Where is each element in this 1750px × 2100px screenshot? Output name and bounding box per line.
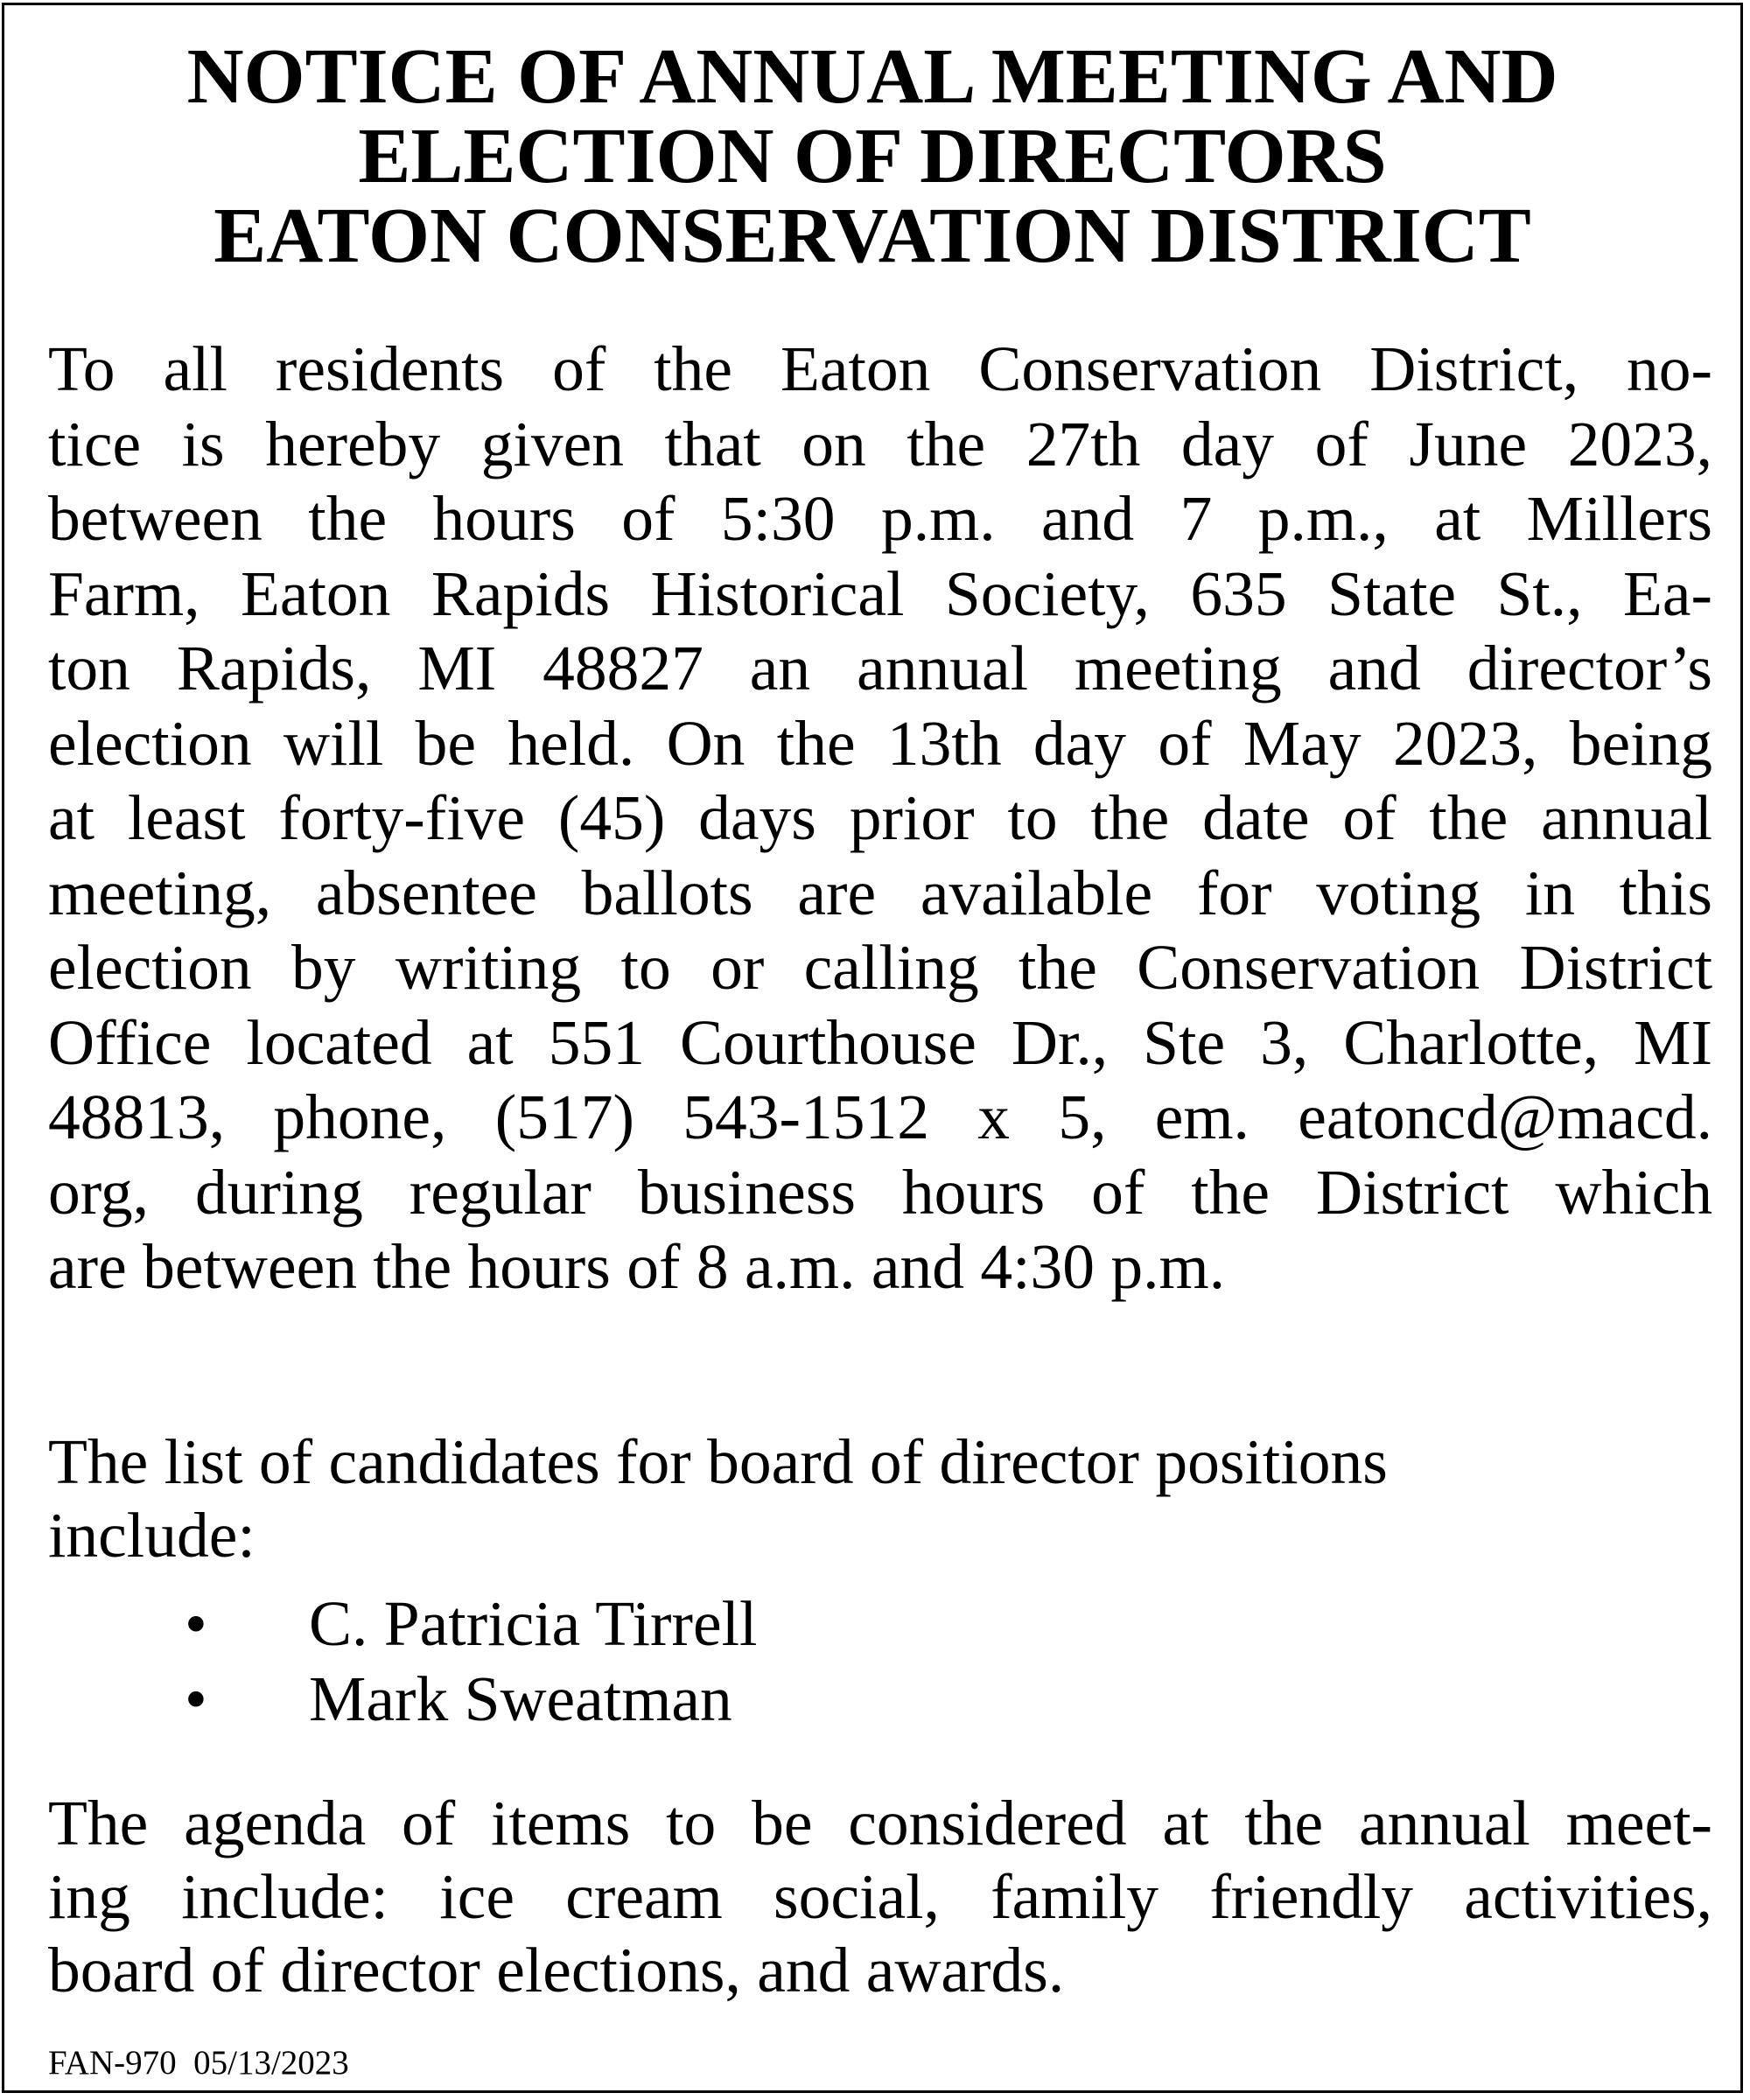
paragraph-line: board of director elections, and awards.	[48, 1935, 1065, 2006]
paragraph-line: between the hours of 5:30 p.m. and 7 p.m., at Millers	[48, 483, 1712, 554]
paragraph-line: are between the hours of 8 a.m. and 4:30 p.m.	[48, 1231, 1226, 1302]
list-item	[4, 1586, 1746, 1662]
title-line-3: EATON CONSERVATION DISTRICT	[214, 192, 1531, 279]
candidates-intro-paragraph	[48, 1425, 1712, 1572]
meeting-details-paragraph	[48, 332, 1712, 1305]
paragraph-line: ing include: ice cream social, family friendly activities,	[48, 1861, 1712, 1932]
candidate-list	[4, 1586, 1746, 1737]
candidate-name: C. Patricia Tirrell	[309, 1588, 758, 1659]
paragraph-line: The list of candidates for board of director positions	[48, 1426, 1388, 1497]
paragraph-line: tice is hereby given that on the 27th day of June 2023,	[48, 408, 1712, 480]
paragraph-line: election will be held. On the 13th day of May 2023, being	[48, 707, 1712, 779]
paragraph-line: meeting, absentee ballots are available for voting in this	[48, 857, 1712, 928]
paragraph-line: at least forty-five (45) days prior to the date of the annual	[48, 782, 1712, 853]
candidate-name: Mark Sweatman	[309, 1663, 732, 1734]
paragraph-line: election by writing to or calling the Conservation District	[48, 932, 1712, 1003]
paragraph-line: org, during regular business hours of the District which	[48, 1156, 1712, 1228]
paragraph-line: Office located at 551 Courthouse Dr., Ste 3, Charlotte, MI	[48, 1006, 1712, 1078]
paragraph-line: The agenda of items to be considered at the annual meet-	[48, 1788, 1712, 1858]
bullet-icon: •	[185, 1663, 207, 1734]
publication-reference: FAN-970 05/13/2023	[48, 2044, 349, 2082]
paragraph-line: 48813, phone, (517) 543-1512 x 5, em. eatoncd@macd.	[48, 1082, 1712, 1152]
agenda-paragraph	[48, 1787, 1712, 2007]
notice-frame	[2, 3, 1743, 2093]
paragraph-line: To all residents of the Eaton Conservation District, no-	[48, 333, 1712, 404]
paragraph-line: ton Rapids, MI 48827 an annual meeting and director’s	[48, 633, 1712, 704]
title-line-1: NOTICE OF ANNUAL MEETING AND	[186, 33, 1558, 120]
paragraph-line: Farm, Eaton Rapids Historical Society, 635 State St., Ea-	[48, 557, 1712, 629]
paragraph-line: include:	[48, 1500, 256, 1571]
title-line-2: ELECTION OF DIRECTORS	[358, 113, 1387, 200]
list-item	[4, 1662, 1746, 1737]
notice-title	[4, 33, 1740, 279]
bullet-icon: •	[185, 1588, 207, 1659]
